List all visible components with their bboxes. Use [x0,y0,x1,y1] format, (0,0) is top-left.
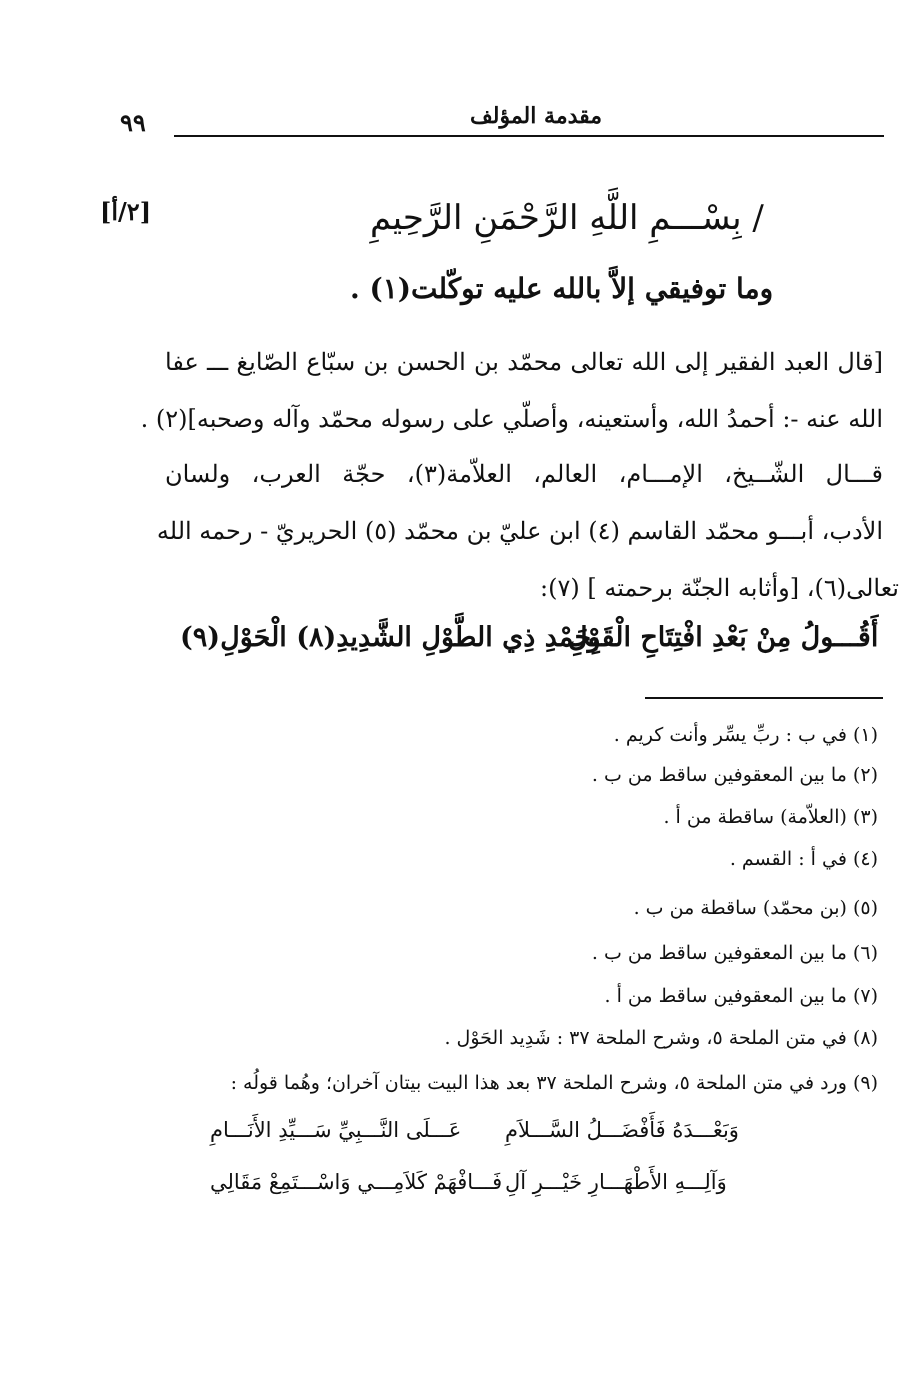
manuscript-folio-marker: [٢/أ] [100,197,152,226]
body-text-line: تعالى(٦)، [وأثابه الجنّة برحمته ] (٧): [540,574,899,602]
footnote: (٤) في أ : القسم . [729,848,878,870]
footnote: (٨) في متن الملحة ٥، وشرح الملحة ٣٧ : شَدِيد الحَوْل . [444,1027,878,1049]
verse-second-hemistich: بِحَمْدِ ذِي الطَّوْلِ الشَّدِيدِ(٨) الْحَوْلِ(٩) [180,622,600,653]
footnote: (٣) (العلاّمة) ساقطة من أ . [663,806,878,828]
footnote: (٧) ما بين المعقوفين ساقط من أ . [604,985,878,1007]
poem-line-1-second-hemistich: عَـــلَى النَّـــبِيِّ سَـــيِّدِ الأَنَـــامِ [210,1118,462,1142]
body-text-line: قـــال الشّــيخ، الإمـــام، العالم، العلاّمة(٣)، حجّة العرب، ولسان [165,460,883,488]
page-number: ٩٩ [120,108,146,137]
poem-line-2-second-hemistich: فَـــافْهَمْ كَلاَمِـــي وَاسْـــتَمِعْ مَقَالِي [210,1170,503,1194]
body-text-line: الله عنه -: أحمدُ الله، وأستعينه، وأصلّي على رسوله محمّد وآله وصحبه](٢) . [140,405,883,433]
footnote: (٩) ورد في متن الملحة ٥، وشرح الملحة ٣٧ بعد هذا البيت بيتان آخران؛ وهُما قولُه : [230,1072,878,1094]
body-text-line: الأدب، أبـــو محمّد القاسم (٤) ابن عليّ بن محمّد (٥) الحريريّ - رحمه الله [156,517,883,545]
footnote-divider [645,697,883,699]
footnote: (٥) (بن محمّد) ساقطة من ب . [633,897,878,919]
invocation-line: وما توفيقي إلاَّ بالله عليه توكّلت(١) . [350,272,774,305]
poem-line-1-first-hemistich: وَبَعْـــدَهُ فَأَفْضَـــلُ السَّـــلاَمِ [505,1118,739,1142]
running-header-title: مقدمة المؤلف [470,103,603,129]
footnote: (١) في ب : ربِّ يسِّر وأنت كريم . [613,724,878,746]
poem-line-2-first-hemistich: وَآلِـــهِ الأَطْهَـــارِ خَيْـــرِ آلِ [505,1170,727,1194]
basmala: / بِسْـــمِ اللَّهِ الرَّحْمَنِ الرَّحِيمِ [370,198,764,238]
body-text-line: [قال العبد الفقير إلى الله تعالى محمّد بن الحسن بن سبّاع الصّايغ ـــ عفا [165,348,883,376]
footnote: (٢) ما بين المعقوفين ساقط من ب . [591,764,878,786]
verse-first-hemistich: أَقُـــولُ مِنْ بَعْدِ افْتِتَاحِ الْقَوْلِ [568,622,879,653]
header-divider [174,135,884,137]
footnote: (٦) ما بين المعقوفين ساقط من ب . [591,942,878,964]
